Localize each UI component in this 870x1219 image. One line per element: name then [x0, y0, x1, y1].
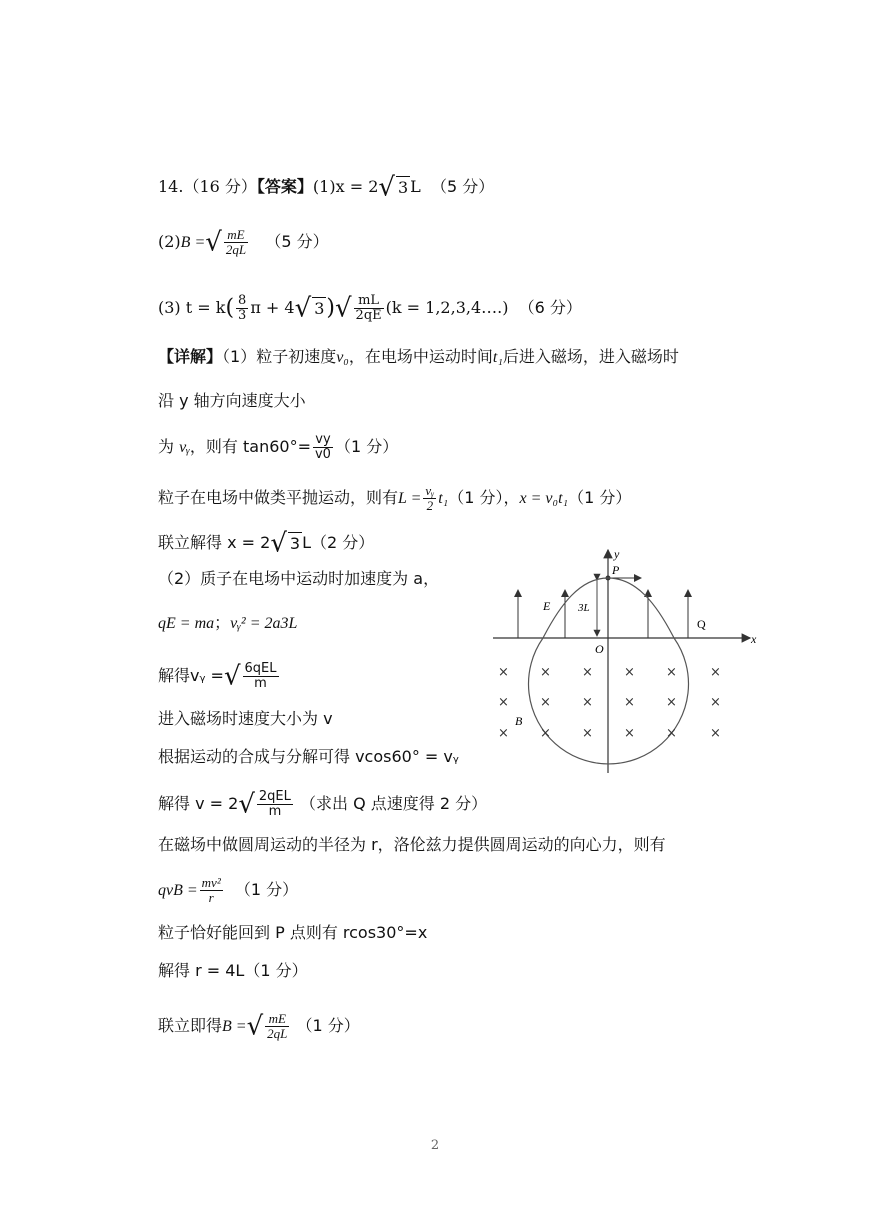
- solution-line-8: 解得vᵧ =√ $\frac{\text{6qEL}}{m}$: [158, 661, 277, 692]
- solution-line-5: 联立解得 x = 2√ 3 L（2 分）: [158, 528, 375, 559]
- b-cross: ×: [582, 695, 593, 710]
- b-cross: ×: [666, 695, 677, 710]
- question-number: 14.（16 分）: [158, 177, 257, 196]
- x-axis-label: x: [751, 632, 757, 646]
- b-cross: ×: [624, 726, 635, 741]
- page-number: 2: [430, 1138, 440, 1153]
- answer-line-3: (3) t = k( $\frac{8}{3}$ π + 4√ 3)√ $\frac{mL}{2qE}$ (k = 1,2,3,4….) （6 分）: [158, 293, 582, 324]
- solution-line-6: （2）质子在电场中运动时加速度为 a，: [158, 569, 440, 588]
- b-cross: ×: [666, 726, 677, 741]
- b-cross: ×: [498, 726, 509, 741]
- solution-line-1: 【详解】（1）粒子初速度v₀，在电场中运动时间t₁后进入磁场，进入磁场时: [158, 347, 679, 366]
- origin-label: O: [595, 642, 604, 656]
- solution-line-9: 进入磁场时速度大小为 v: [158, 709, 333, 728]
- b-cross: ×: [710, 726, 721, 741]
- solution-line-7: qE = ma；vᵧ² = 2a3L: [158, 613, 298, 632]
- e-field-label: E: [543, 599, 551, 613]
- solution-line-14: 粒子恰好能回到 P 点则有 rcos30°=x: [158, 923, 428, 942]
- b-cross: ×: [666, 665, 677, 680]
- solution-line-4: 粒子在电场中做类平抛运动，则有L = $\frac{\text{vᵧ}}{2}$ t₁（1 分），x = v₀t₁（1 分）: [158, 483, 632, 513]
- solution-line-10: 根据运动的合成与分解可得 vcos60° = vᵧ: [158, 747, 459, 766]
- solution-line-16: 联立即得B =√ $\frac{mE}{2qL}$ （1 分）: [158, 1011, 360, 1042]
- dimension-3l-label: 3L: [578, 602, 590, 614]
- b-cross: ×: [624, 665, 635, 680]
- solution-line-11: 解得 v = 2√ $\frac{\text{2qEL}}{m}$ （求出 Q 点速度得 2 分）: [158, 789, 488, 820]
- b-cross: ×: [624, 695, 635, 710]
- b-field-label: B: [515, 714, 523, 728]
- solution-line-12: 在磁场中做圆周运动的半径为 r，洛伦兹力提供圆周运动的向心力，则有: [158, 835, 666, 854]
- answer-line-2: (2)B =√ $\frac{mE}{2qL}$ （5 分）: [158, 227, 329, 258]
- solution-line-3: 为 vᵧ，则有 tan60°= $\frac{vy}{v0}$ （1 分）: [158, 432, 399, 462]
- b-cross: ×: [540, 665, 551, 680]
- b-cross: ×: [498, 665, 509, 680]
- solution-line-2: 沿 y 轴方向速度大小: [158, 391, 306, 410]
- b-cross: ×: [582, 726, 593, 741]
- q-label: Q: [697, 617, 706, 631]
- solution-line-13: qvB = $\frac{\text{mv²}}{r}$ （1 分）: [158, 875, 299, 905]
- b-cross: ×: [710, 665, 721, 680]
- b-cross: ×: [498, 695, 509, 710]
- answer-line-1: 14.（16 分）【答案】(1)x = 2√ 3 L （5 分）: [158, 172, 495, 203]
- y-axis-label: y: [614, 547, 620, 561]
- b-cross: ×: [540, 695, 551, 710]
- field-diagram: [485, 545, 765, 780]
- b-cross: ×: [582, 665, 593, 680]
- b-cross: ×: [710, 695, 721, 710]
- b-field-crosses: [498, 665, 721, 741]
- p-label: P: [612, 563, 620, 577]
- detail-tag: 【详解】: [158, 347, 223, 366]
- solution-line-15: 解得 r = 4L（1 分）: [158, 961, 308, 980]
- b-cross: ×: [540, 726, 551, 741]
- answer-tag: 【答案】: [256, 177, 313, 196]
